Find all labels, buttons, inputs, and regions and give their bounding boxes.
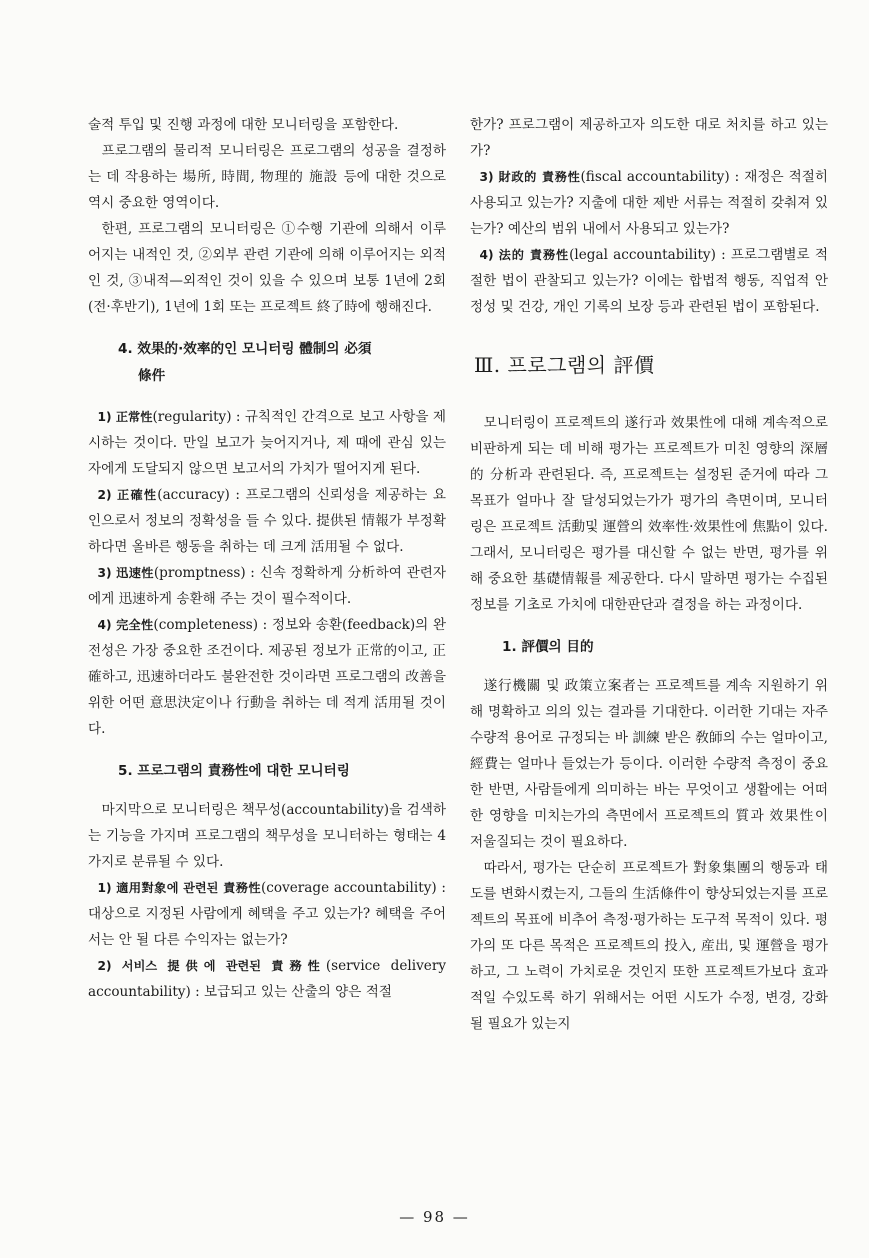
paragraph: 한가? 프로그램이 제공하고자 의도한 대로 처치를 하고 있는가? (470, 117, 828, 159)
item-term: 3) 財政的 責務性 (479, 170, 581, 184)
section-heading-4 (88, 336, 446, 390)
list-item (88, 482, 446, 560)
left-column (88, 112, 446, 1005)
list-item (88, 612, 446, 742)
paragraph: 따라서, 평가는 단순히 프로젝트가 對象集團의 행동과 태도를 변화시켰는지, 그들의 生活條件이 향상되었는지를 프로젝트의 목표에 비추어 측정·평가하는 도구적 목적이 있다. 평가의 또 다른 목적은 프로젝트의 投入, 産出, 및 運營을 평가하고, 그 노력이 가치로운 것인지 또한 프로젝트가보다 효과적일 수있도록 하기 위해서는 어떤 시도가 수정, 변경, 강화될 필요가 있는지 (470, 860, 828, 1032)
paragraph: 술적 투입 및 진행 과정에 대한 모니터링을 포함한다. (88, 117, 399, 133)
paragraph: 마지막으로 모니터링은 책무성(accountability)을 검색하는 기능을 가지며 프로그램의 책무성을 모니터하는 형태는 4가지로 분류될 수 있다. (88, 802, 446, 870)
list-item (470, 242, 828, 320)
item-term: 4) 完全性 (97, 618, 154, 632)
item-text: (legal accountability) : 프로그램별로 적절한 법이 관찰되고 있는가? 이에는 합법적 행동, 직업적 안정성 및 건강, 개인 기록의 보장 등과 관련된 법이 포함된다. (470, 247, 828, 315)
item-term: 2) 서비스 提供에 관련된 責務性 (97, 959, 326, 973)
paragraph: 프로그램의 물리적 모니터링은 프로그램의 성공을 결정하는 데 작용하는 場所, 時間, 物理的 施設 등에 대한 것으로 역시 중요한 영역이다. (88, 143, 446, 211)
heading-line-1: 4. 效果的·效率的인 모니터링 體制의 必須 (118, 341, 372, 357)
page-number: — 98 — (399, 1208, 470, 1226)
item-text: (fiscal accountability) : 재정은 적절히 사용되고 있는가? 지출에 대한 제반 서류는 적절히 갖춰져 있는가? 예산의 범위 내에서 사용되고 있는가? (470, 169, 828, 237)
paragraph: 한편, 프로그램의 모니터링은 ①수행 기관에 의해서 이루어지는 내적인 것, ②외부 관련 기관에 의해 이루어지는 외적인 것, ③내적—외적인 것이 있을 수 있으며 보통 1년에 2회(전·후반기), 1년에 1회 또는 프로젝트 終了時에 행해진다. (88, 221, 446, 315)
item-text: (coverage accountability) : 대상으로 지정된 사람에게 혜택을 주고 있는가? 혜택을 주어서는 안 될 다른 수익자는 없는가? (88, 880, 446, 948)
list-item (88, 404, 446, 482)
item-text: (completeness) : 정보와 송환(feedback)의 완전성은 가장 중요한 조건이다. 제공된 정보가 正常的이고, 正確하고, 迅速하더라도 불완전한 것이라면 프로그램의 改善을 위한 어떤 意思決定이나 行動을 취하는 데 적게 活用될 것이다. (88, 617, 446, 737)
item-term: 1) 適用對象에 관련된 責務性 (97, 881, 261, 895)
item-term: 2) 正確性 (97, 488, 158, 502)
heading-line-2: 條件 (138, 368, 166, 384)
right-column (470, 112, 828, 1037)
paragraph: 遂行機關 및 政策立案者는 프로젝트를 계속 지원하기 위해 명확하고 의의 있는 결과를 기대한다. 이러한 기대는 자주 수량적 용어로 규정되는 바 訓練 받은 敎師의 수는 얼마이고, 經費는 얼마나 들었는가 등이다. 이러한 수량적 측정이 중요한 반면, 사람들에게 의미하는 바는 무엇이고 생활에는 어떠한 영향을 미치는가의 측면에서 프로젝트의 質과 效果性이 저울질되는 것이 필요하다. (470, 678, 828, 850)
list-item (470, 164, 828, 242)
section-heading-5: 5. 프로그램의 責務性에 대한 모니터링 (118, 763, 350, 779)
subsection-heading: 1. 評價의 目的 (502, 639, 594, 655)
item-term: 4) 法的 責務性 (479, 248, 570, 262)
item-term: 1) 正常性 (97, 410, 153, 424)
item-text: (regularity) : 규칙적인 간격으로 보고 사항을 제시하는 것이다. 만일 보고가 늦어지거나, 제 때에 관심 있는 자에게 도달되지 않으면 보고서의 가치가 떨어지게 된다. (88, 409, 446, 477)
list-item (88, 560, 446, 612)
item-text: (accuracy) : 프로그램의 신뢰성을 제공하는 요인으로서 정보의 정확성을 들 수 있다. 提供된 情報가 부정확하다면 올바른 행동을 취하는 데 크게 活用될 수 없다. (88, 487, 446, 555)
item-text: (promptness) : 신속 정확하게 分析하여 관련자에게 迅速하게 송환해 주는 것이 필수적이다. (88, 565, 446, 607)
chapter-heading: Ⅲ. 프로그램의 評價 (474, 353, 655, 377)
list-item (88, 875, 446, 953)
item-term: 3) 迅速性 (97, 566, 154, 580)
item-text: (service delivery accountability) : 보급되고 있는 산출의 양은 적절 (88, 958, 446, 1000)
list-item (88, 953, 446, 1005)
paragraph: 모니터링이 프로젝트의 遂行과 效果性에 대해 계속적으로 비판하게 되는 데 비해 평가는 프로젝트가 미친 영향의 深層的 分析과 관련된다. 즉, 프로젝트는 설정된 준거에 따라 그 목표가 얼마나 잘 달성되었는가가 평가의 측면이며, 모니터링은 프로젝트 活動및 運營의 效率性·效果性에 焦點이 있다. 그래서, 모니터링은 평가를 대신할 수 없는 반면, 평가를 위해 중요한 基礎情報를 제공한다. 다시 말하면 평가는 수집된 정보를 기초로 가치에 대한판단과 결정을 하는 과정이다. (470, 415, 828, 613)
